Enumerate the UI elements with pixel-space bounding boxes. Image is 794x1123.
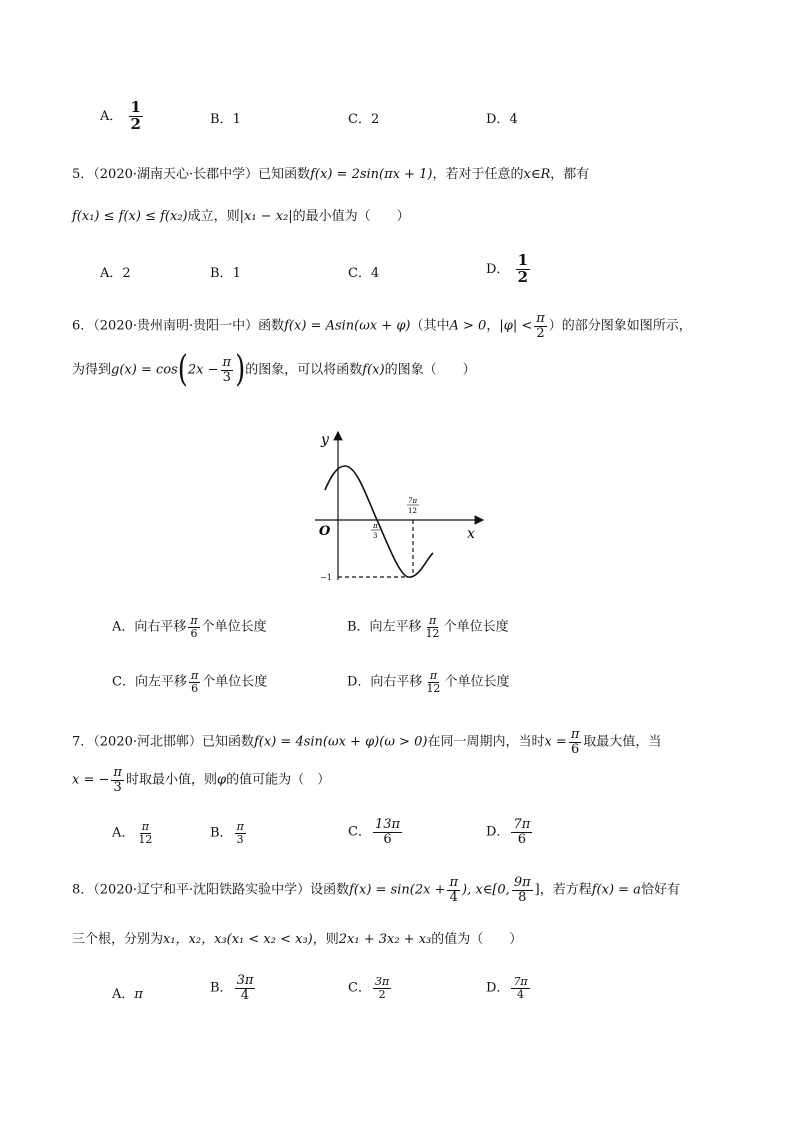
fraction: $\frac{1}{2}$ (130, 98, 141, 133)
fraction: $\frac{9\pi}{8}$ (513, 875, 531, 905)
fraction: $\frac{\pi}{2}$ (536, 311, 545, 341)
q6-stem-line1: 6．（2020·贵州南明·贵阳一中）函数f(x) = Asin(ωx + φ)（其中A > 0，|φ| < $\frac{\pi}{2}$ ）的部分图象如图所示， (72, 311, 692, 341)
q8-stem-line1: 8．（2020·辽宁和平·沈阳铁路实验中学）设函数f(x) = sin(2x + $\frac{\pi}{4}$ ), x∈[0, $\frac{9\pi}{8}$ ]，若方程f(x) = a恰好有 (72, 875, 680, 905)
origin-label: O (319, 524, 331, 539)
q6-option-b[interactable]: B．向左平移 $\frac{\pi}{12}$ 个单位长度 (347, 614, 509, 640)
q8-option-a[interactable]: A．π (112, 987, 143, 1002)
fraction: $\frac{\pi}{12}$ (138, 820, 153, 846)
q5-stem-line2: f(x₁) ≤ f(x) ≤ f(x₂)成立，则|x₁ − x₂|的最小值为（ ） (72, 209, 410, 224)
q8-option-b[interactable]: B． $\frac{3\pi}{4}$ (210, 973, 254, 1003)
fraction: $\frac{1}{2}$ (517, 251, 529, 286)
tick-neg-1: −1 (320, 573, 332, 582)
tick-7pi-over-12-den: 12 (408, 507, 417, 515)
q7-option-a[interactable]: A． $\frac{\pi}{12}$ (112, 820, 153, 846)
x-axis-label: x (467, 526, 475, 542)
q8-option-c[interactable]: C． $\frac{3\pi}{2}$ (348, 975, 390, 1001)
q6-function-graph (305, 428, 495, 593)
q7-option-b[interactable]: B． $\frac{\pi}{3}$ (210, 820, 244, 846)
fraction: $\frac{\pi}{6}$ (190, 669, 199, 695)
fraction: $\frac{13\pi}{6}$ (374, 817, 401, 847)
q7-stem-line2: x = − $\frac{\pi}{3}$ 时取最小值，则φ的值可能为（ ） (72, 765, 331, 795)
fraction: $\frac{\pi}{12}$ (425, 614, 440, 640)
fraction: $\frac{\pi}{12}$ (426, 669, 441, 695)
tick-7pi-over-12-num: 7π (408, 497, 418, 505)
fraction: $\frac{3\pi}{2}$ (374, 975, 390, 1001)
q8-option-d[interactable]: D． $\frac{7\pi}{4}$ (486, 975, 528, 1001)
tick-pi-over-3-num: π (373, 522, 378, 530)
fraction: $\frac{\pi}{3}$ (236, 820, 244, 846)
q5-option-b[interactable]: B．1 (210, 266, 241, 281)
q5-option-a[interactable]: A．2 (100, 266, 131, 281)
sine-curve (325, 466, 433, 577)
q5-option-c[interactable]: C．4 (348, 266, 380, 281)
q4-option-a[interactable]: A． $\frac{1}{2}$ (100, 98, 141, 133)
y-axis-label: y (321, 432, 329, 448)
q6-option-d[interactable]: D．向右平移 $\frac{\pi}{12}$ 个单位长度 (347, 669, 510, 695)
q6-option-c[interactable]: C．向左平移 $\frac{\pi}{6}$ 个单位长度 (112, 669, 268, 695)
fraction: $\frac{7\pi}{4}$ (513, 975, 528, 1001)
fraction: $\frac{\pi}{3}$ (113, 765, 122, 795)
q4-option-b[interactable]: B．1 (210, 112, 241, 127)
q5-option-d[interactable]: D． $\frac{1}{2}$ (486, 251, 529, 286)
q8-stem-line2: 三个根，分别为x₁，x₂，x₃(x₁ < x₂ < x₃)，则2x₁ + 3x₂ + x₃的值为（ ） (72, 932, 523, 947)
fraction: $\frac{3\pi}{4}$ (236, 973, 254, 1003)
q5-stem-line1: 5．（2020·湖南天心·长郡中学）已知函数f(x) = 2sin(πx + 1)，若对于任意的x∈R，都有 (72, 167, 590, 182)
fraction: $\frac{\pi}{4}$ (449, 875, 459, 905)
tick-pi-over-3-den: 3 (373, 532, 378, 540)
fraction: $\frac{\pi}{3}$ (222, 355, 232, 385)
fraction: $\frac{\pi}{6}$ (190, 614, 198, 640)
q6-option-a[interactable]: A．向右平移 $\frac{\pi}{6}$ 个单位长度 (112, 614, 267, 640)
q4-option-d[interactable]: D．4 (486, 112, 518, 127)
fraction: $\frac{\pi}{6}$ (570, 727, 580, 757)
fraction: $\frac{7\pi}{6}$ (513, 817, 531, 847)
q7-option-c[interactable]: C． $\frac{13\pi}{6}$ (348, 817, 401, 847)
q6-stem-line2: 为得到g(x) = cos(2x − $\frac{\pi}{3}$ )的图象，可以将函数f(x)的图象（ ） (72, 349, 476, 392)
q4-option-c[interactable]: C．2 (348, 112, 380, 127)
q7-option-d[interactable]: D． $\frac{7\pi}{6}$ (486, 817, 531, 847)
q7-stem-line1: 7．（2020·河北邯郸）已知函数f(x) = 4sin(ωx + φ)(ω > 0)在同一周期内，当时x = $\frac{\pi}{6}$ 取最大值，当 (72, 727, 662, 757)
